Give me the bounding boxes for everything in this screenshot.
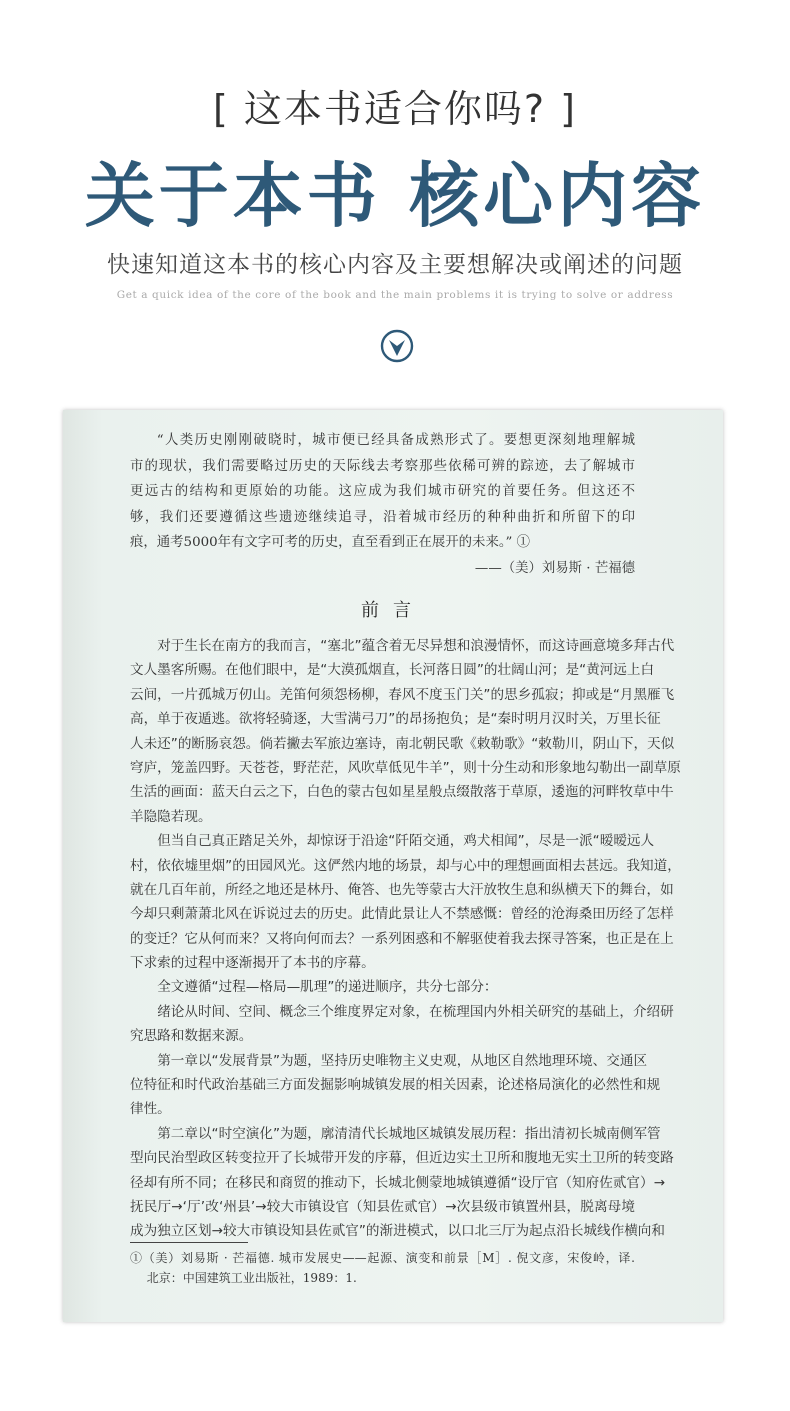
quote-line: 痕，通考5000年有文字可考的历史，直至看到正在展开的未来。” ①: [130, 535, 531, 551]
body-line: 律性。: [130, 1101, 171, 1118]
body-line: 高，单于夜遁逃。欲将轻骑逐，大雪满弓刀”的昂扬抱负；是“秦时明月汉时关，万里长征: [130, 711, 661, 728]
quote-attribution: ——（美）刘易斯 · 芒福德: [474, 560, 635, 576]
footnote: [130, 1248, 635, 1288]
footnote-line: ①（美）刘易斯 · 芒福德. 城市发展史——起源、演变和前景［M］. 倪文彦，宋俊岭，译.: [130, 1251, 635, 1265]
epigraph-quote: [130, 428, 635, 582]
chevron-down-circle-icon: [380, 329, 414, 363]
body-line: 型向民治型政区转变拉开了长城带开发的序幕，但近边实土卫所和腹地无实土卫所的转变路: [130, 1150, 674, 1167]
footnote-divider: [130, 1242, 248, 1243]
body-line: 全文遵循“过程—格局—肌理”的递进顺序，共分七部分：: [157, 979, 498, 996]
body-line: 云间，一片孤城万仞山。羌笛何须怨杨柳，春风不度玉门关”的思乡孤寂；抑或是“月黑雁飞: [130, 686, 675, 703]
quote-line: 市的现状，我们需要略过历史的天际线去考察那些依稀可辨的踪迹，去了解城市: [130, 458, 635, 474]
page-title: 关于本书 核心内容: [84, 154, 706, 237]
book-page-scan: [63, 410, 723, 1322]
body-line: 第一章以“发展背景”为题，坚持历史唯物主义史观，从地区自然地理环境、交通区: [157, 1052, 648, 1069]
body-line: 今却只剩萧萧北风在诉说过去的历史。此情此景让人不禁感慨：曾经的沧海桑田历经了怎样: [130, 906, 674, 923]
quote-line: 够，我们还要遵循这些遗迹继续追寻，沿着城市经历的种种曲折和所留下的印: [130, 509, 635, 525]
body-line: 文人墨客所赐。在他们眼中，是“大漠孤烟直，长河落日圆”的壮阔山河；是“黄河远上白: [130, 662, 655, 679]
kicker-heading: [ 这本书适合你吗? ]: [213, 87, 577, 131]
quote-line: 更远古的结构和更原始的功能。这应成为我们城市研究的首要任务。但这还不: [130, 484, 635, 500]
body-line: 人未还”的断肠哀怨。倘若撇去军旅边塞诗，南北朝民歌《敕勒歌》“敕勒川，阴山下，天似: [130, 735, 675, 752]
subtitle-english: Get a quick idea of the core of the book and the main problems it is trying to solve or address: [116, 289, 674, 301]
body-line: 绪论从时间、空间、概念三个维度界定对象，在梳理国内外相关研究的基础上，介绍研: [157, 1003, 674, 1020]
quote-line: “人类历史刚刚破晓时，城市便已经具备成熟形式了。要想更深刻地理解城: [156, 433, 635, 448]
body-line: 但当自己真正踏足关外，却惊讶于沿途“阡陌交通，鸡犬相闻”，尽是一派“暧暧远人: [157, 833, 655, 850]
footnote-line: 北京：中国建筑工业出版社，1989：1.: [146, 1271, 357, 1285]
body-line: 生活的画面：蓝天白云之下，白色的蒙古包如星星般点缀散落于草原，逶迤的河畔牧草中牛: [130, 784, 674, 801]
body-line: 下求索的过程中逐渐揭开了本书的序幕。: [130, 955, 375, 972]
body-line: 对于生长在南方的我而言，“塞北”蕴含着无尽异想和浪漫情怀，而这诗画意境多拜古代: [157, 638, 675, 654]
body-line: 抚民厅→‘厅’改‘州县’→较大市镇设官（知县佐贰官）→次县级市镇置州县，脱离母境: [130, 1198, 635, 1215]
body-line: 羊隐隐若现。: [130, 808, 212, 825]
body-line: 位特征和时代政治基础三方面发掘影响城镇发展的相关因素，论述格局演化的必然性和规: [130, 1077, 661, 1094]
body-line: 穹庐，笼盖四野。天苍苍，野茫茫，风吹草低见牛羊”，则十分生动和形象地勾勒出一副草原: [130, 759, 681, 776]
preface-body: [130, 634, 681, 1244]
body-line: 村，依依墟里烟”的田园风光。这俨然内地的场景，却与心中的理想画面相去甚远。我知道，: [130, 857, 681, 874]
subtitle: 快速知道这本书的核心内容及主要想解决或阐述的问题: [107, 252, 683, 278]
body-line: 的变迁？它从何而来？又将向何而去？一系列困惑和不解驱使着我去探寻答案，也正是在上: [130, 930, 674, 947]
body-line: 究思路和数据来源。: [130, 1028, 253, 1045]
body-line: 成为独立区划→较大市镇设知县佐贰官”的渐进模式，以口北三厅为起点沿长城线作横向和: [130, 1223, 665, 1240]
section-heading: 前言: [361, 600, 425, 621]
body-line: 第二章以“时空演化”为题，廓清清代长城地区城镇发展历程：指出清初长城南侧军管: [157, 1125, 661, 1142]
body-line: 径却有所不同；在移民和商贸的推动下，长城北侧蒙地城镇遵循“设厅官（知府佐贰官）→: [130, 1174, 665, 1191]
body-line: 就在几百年前，所经之地还是林丹、俺答、也先等蒙古大汗放牧生息和纵横天下的舞台，如: [130, 881, 674, 898]
